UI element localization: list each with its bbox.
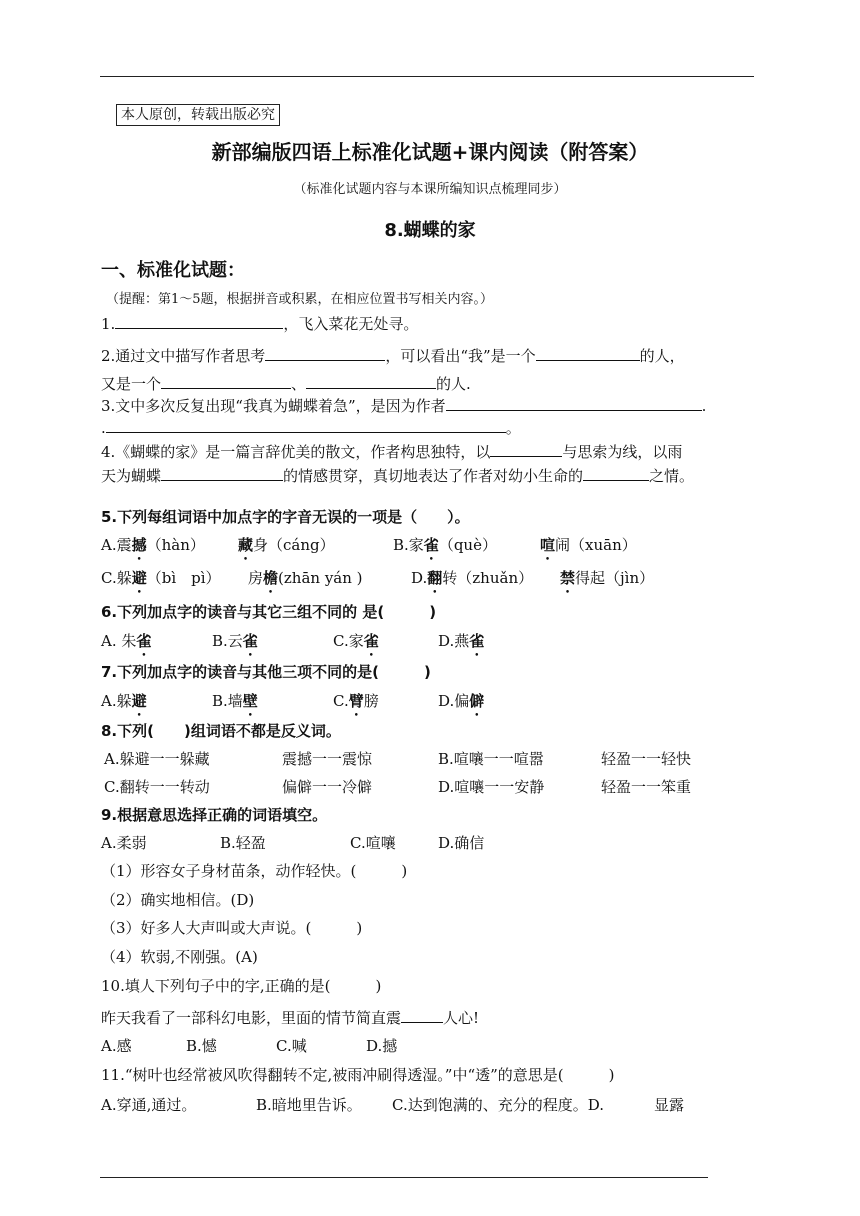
question-1 [101, 312, 418, 335]
header-rule [100, 76, 754, 77]
q4-text-a: 4.《蝴蝶的家》是一篇言辞优美的散文，作者构思独特，以 [101, 443, 491, 461]
q8-row1-item1[interactable]: A.躲避一一躲藏 [104, 750, 210, 768]
q8-row2-item2: 偏僻一一冷僻 [282, 778, 373, 796]
q4-text-b: 与思索为线，以雨 [562, 443, 683, 461]
q9-item-3: （3）好多人大声叫或大声说。( ) [101, 919, 363, 937]
q1-number: 1. [101, 315, 116, 333]
q5-b-dot: 雀 [423, 536, 439, 554]
q4-blank-1[interactable] [490, 440, 562, 457]
q7-a-pre: A.躲 [101, 692, 132, 710]
page-subtitle: （标准化试题内容与本课所编知识点梳理同步） [293, 182, 567, 197]
q5-c2-dot: 檐 [263, 569, 279, 587]
q4-text-e: 之情。 [649, 467, 695, 485]
question-4-line-1 [101, 440, 682, 463]
q4-text-c: 天为蝴蝶 [101, 467, 162, 485]
q7-c-pre: C. [333, 692, 349, 710]
q5-d2-tail: 得起（jìn） [575, 569, 655, 587]
q6-c-dot: 雀 [363, 632, 379, 650]
q10-option-d[interactable]: D.撼 [366, 1037, 398, 1055]
q10-option-b[interactable]: B.憾 [186, 1037, 217, 1055]
q2-text-c: 的人， [639, 347, 685, 365]
q5-a2-dot: 藏 [238, 536, 254, 554]
q7-b-dot: 壁 [242, 692, 258, 710]
q3-text-d: 。 [505, 419, 521, 437]
q5-a-pre: A.震 [101, 536, 132, 554]
question-10-stem: 10.填人下列句子中的字,正确的是( ) [101, 977, 382, 995]
q7-d-dot: 僻 [469, 692, 485, 710]
q2-blank-3[interactable] [161, 372, 291, 389]
page-title: 新部编版四语上标准化试题+课内阅读（附答案） [211, 140, 649, 164]
footer-rule [100, 1177, 708, 1178]
q6-d-dot: 雀 [469, 632, 485, 650]
q7-option-c[interactable] [333, 690, 379, 712]
q5-d-pre: D. [411, 569, 428, 587]
q4-blank-2[interactable] [161, 464, 283, 481]
q11-option-c[interactable]: C.达到饱满的、充分的程度。D. [392, 1096, 604, 1114]
q1-blank[interactable] [115, 312, 283, 329]
q6-a-pre: A. 朱 [101, 632, 137, 650]
q6-b-dot: 雀 [242, 632, 258, 650]
q6-c-pre: C.家 [333, 632, 364, 650]
q5-c-pre: C.躲 [101, 569, 132, 587]
q6-option-c[interactable] [333, 630, 379, 652]
q5-a-dot: 撼 [131, 536, 147, 554]
hint-text: （提醒：第1～5题，根据拼音或积累，在相应位置书写相关内容。） [106, 292, 494, 307]
q7-d-pre: D.偏 [438, 692, 470, 710]
q2-text-b: ，可以看出“我”是一个 [385, 347, 536, 365]
q6-a-dot: 雀 [136, 632, 152, 650]
q5-b2-tail: 闹（xuān） [555, 536, 637, 554]
question-2-line-1 [101, 344, 685, 367]
q6-d-pre: D.燕 [438, 632, 470, 650]
q5-c-pinyin: （bì pì） [146, 569, 221, 587]
q8-row1-item4: 轻盈一一轻快 [601, 750, 692, 768]
question-7-stem: 7.下列加点字的读音与其他三项不同的是( ) [101, 663, 431, 681]
q5-c2-pre: 房 [248, 569, 264, 587]
q5-d-dot: 翻 [427, 569, 443, 587]
q3-text-a: 3.文中多次反复出现“我真为蝴蝶着急”，是因为作者 [101, 397, 446, 415]
q6-option-a[interactable] [101, 630, 151, 652]
q5-c-dot: 避 [131, 569, 147, 587]
q10-sentence [101, 1006, 479, 1029]
q6-option-b[interactable] [212, 630, 258, 652]
q5-a-pinyin: （hàn） [146, 536, 205, 554]
q7-a-dot: 避 [131, 692, 147, 710]
q10-option-a[interactable]: A.感 [101, 1037, 132, 1055]
q5-b-pinyin: （què） [438, 536, 497, 554]
q10-option-c[interactable]: C.喊 [276, 1037, 307, 1055]
question-6-stem: 6.下列加点字的读音与其它三组不同的 是( ) [101, 603, 437, 621]
q9-item-2: （2）确实地相信。(D) [101, 891, 255, 909]
q7-option-a[interactable] [101, 690, 147, 712]
q11-option-b[interactable]: B.暗地里告诉。 [256, 1096, 362, 1114]
q5-c2-tail: (zhān yán ) [278, 569, 363, 587]
q9-item-4: （4）软弱,不刚强。(A) [101, 948, 258, 966]
q3-blank-2[interactable] [106, 416, 506, 433]
q4-text-d: 的情感贯穿，真切地表达了作者对幼小生命的 [283, 467, 584, 485]
q5-a2-tail: 身（cáng） [253, 536, 335, 554]
q2-blank-1[interactable] [265, 344, 385, 361]
q11-option-a[interactable]: A.穿通,通过。 [101, 1096, 197, 1114]
q9-option-c[interactable]: C.喧嚷 [350, 834, 396, 852]
q5-b-pre: B.家 [393, 536, 424, 554]
q8-row2-item3[interactable]: D.喧嚷一一安静 [438, 778, 545, 796]
q5-option-a[interactable] [101, 534, 205, 556]
lesson-title: 8.蝴蝶的家 [384, 220, 476, 241]
q2-blank-2[interactable] [536, 344, 640, 361]
q5-option-d[interactable] [411, 567, 533, 589]
question-3-line-1 [101, 394, 706, 417]
q10-blank[interactable] [401, 1006, 443, 1023]
q7-c-tail: 膀 [363, 692, 379, 710]
q4-blank-3[interactable] [583, 464, 649, 481]
q2-blank-4[interactable] [306, 372, 436, 389]
q7-option-d[interactable] [438, 690, 484, 712]
q3-blank-1[interactable] [446, 394, 702, 411]
section-heading: 一、标准化试题： [101, 260, 245, 281]
q3-text-c: . [101, 419, 106, 437]
q5-option-b[interactable] [393, 534, 497, 556]
question-2-line-2 [101, 372, 471, 395]
q5-option-d2 [560, 567, 654, 589]
question-11-stem: 11.“树叶也经常被风吹得翻转不定,被雨冲刷得透湿。”中“透”的意思是( ) [101, 1066, 615, 1084]
q9-option-b[interactable]: B.轻盈 [220, 834, 266, 852]
q5-d-tail: 转（zhuǎn） [442, 569, 534, 587]
q8-row1-item3[interactable]: B.喧嚷一一喧嚣 [438, 750, 544, 768]
q8-row2-item4: 轻盈一一笨重 [601, 778, 692, 796]
q8-row2-item1[interactable]: C.翻转一一转动 [104, 778, 210, 796]
q6-option-d[interactable] [438, 630, 484, 652]
q9-option-d[interactable]: D.确信 [438, 834, 485, 852]
question-4-line-2 [101, 464, 694, 487]
q2-text-a: 2.通过文中描写作者思考 [101, 347, 266, 365]
q8-row1-item2: 震撼一一震惊 [282, 750, 373, 768]
q10-sentence-a: 昨天我看了一部科幻电影，里面的情节简直震 [101, 1009, 402, 1027]
q5-option-c[interactable] [101, 567, 221, 589]
q7-c-dot: 臂 [348, 692, 364, 710]
q11-option-d: 显露 [654, 1096, 685, 1114]
q10-sentence-b: 人心! [443, 1009, 480, 1027]
q7-b-pre: B.墙 [212, 692, 243, 710]
question-5-stem: 5.下列每组词语中加点字的字音无误的一项是（ ）。 [101, 508, 470, 526]
question-3-line-2 [101, 416, 521, 439]
q5-option-a2 [238, 534, 335, 556]
q1-tail: ，飞入菜花无处寻。 [283, 315, 419, 333]
q5-d2-dot: 禁 [560, 569, 576, 587]
q6-b-pre: B.云 [212, 632, 243, 650]
q2-text-f: 的人. [436, 375, 471, 393]
q9-item-1: （1）形容女子身材苗条，动作轻快。( ) [101, 862, 408, 880]
question-9-stem: 9.根据意思选择正确的词语填空。 [101, 806, 328, 824]
q5-option-c2 [248, 567, 363, 589]
question-8-stem: 8.下列( )组词语不都是反义词。 [101, 722, 341, 740]
q5-option-b2 [540, 534, 637, 556]
q3-text-b: . [701, 397, 707, 415]
q5-b2-dot: 喧 [540, 536, 556, 554]
q9-option-a[interactable]: A.柔弱 [101, 834, 147, 852]
q2-text-e: 、 [291, 375, 307, 393]
copyright-stamp: 本人原创，转载出版必究 [116, 104, 280, 126]
q2-text-d: 又是一个 [101, 375, 162, 393]
q7-option-b[interactable] [212, 690, 258, 712]
